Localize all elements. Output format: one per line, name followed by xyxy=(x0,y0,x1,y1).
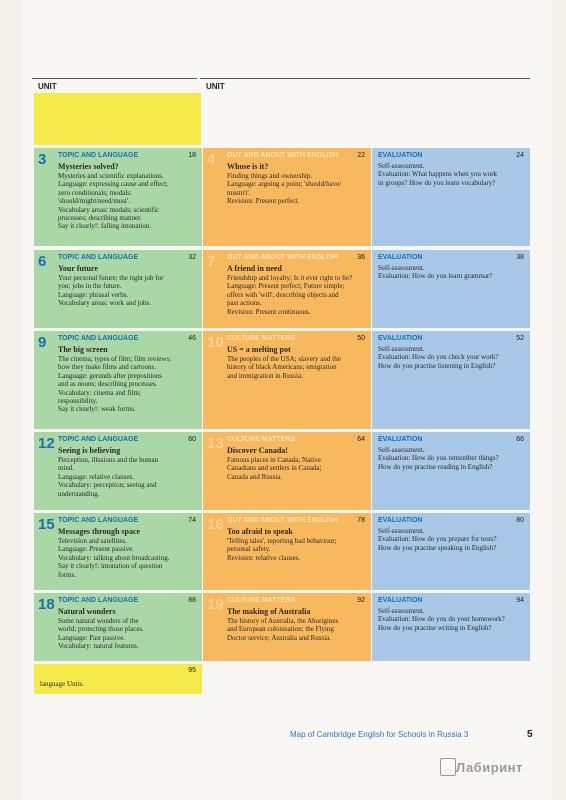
section-body xyxy=(378,264,524,281)
evaluation-cell xyxy=(372,432,530,510)
description-line: and European colonisation; the Flying xyxy=(227,625,334,634)
description-line: Mysteries and scientific explanations. xyxy=(58,172,164,180)
contents-row xyxy=(34,593,530,661)
unit-title: Too afraid to speak xyxy=(227,527,293,536)
description-line: Evaluation: How do you remember things? xyxy=(378,454,499,463)
unit-title: Messages through space xyxy=(58,527,141,536)
section-category: EVALUATION xyxy=(378,335,423,342)
page-number: 22 xyxy=(357,152,365,159)
page-number: 74 xyxy=(188,517,196,524)
description-line: Say it clearly!: falling intonation. xyxy=(58,222,152,231)
section-body xyxy=(58,345,196,414)
page-number: 92 xyxy=(357,597,365,604)
description-line: Friendship and loyalty; Is it ever right to lie? xyxy=(227,274,353,282)
evaluation-cell xyxy=(372,331,530,429)
unit-title: Whose is it? xyxy=(227,162,269,171)
footer-page-number: 5 xyxy=(527,729,533,740)
section-category: TOPIC AND LANGUAGE xyxy=(58,254,139,261)
description-line: processes; describing manner. xyxy=(58,214,142,223)
description-line: history of black Americans; emigration xyxy=(227,363,337,372)
contents-row xyxy=(34,250,530,328)
page-number: 36 xyxy=(357,254,365,261)
description-line: Vocabulary areas: modals; scientific xyxy=(58,205,160,214)
description-line: and immigration in Russia. xyxy=(227,371,303,380)
page-number: 88 xyxy=(188,597,196,604)
page-number: 64 xyxy=(357,436,365,443)
description-line: 'Telling tales', reporting bad behaviour; xyxy=(227,537,337,545)
description-line: Vocabulary areas: work and jobs. xyxy=(58,299,151,308)
unit-header-right: UNIT xyxy=(200,78,530,92)
description-line: past actions. xyxy=(227,299,262,308)
description-line: and as nouns; describing processes. xyxy=(58,380,158,389)
labirint-logo-icon xyxy=(440,758,456,776)
description-line: Revision: Present perfect. xyxy=(227,197,300,206)
section-category: TOPIC AND LANGUAGE xyxy=(58,335,139,342)
unit-number: 13 xyxy=(207,435,224,452)
unit-header-left: UNIT xyxy=(32,78,197,92)
evaluation-cell xyxy=(372,513,530,590)
description-line: Doctor service; Australia and Russia. xyxy=(227,633,332,642)
section-category: EVALUATION xyxy=(378,517,423,524)
description-line: understanding. xyxy=(58,489,100,498)
contents-row xyxy=(34,148,530,246)
section-body xyxy=(227,264,365,316)
unit-number: 7 xyxy=(207,253,216,270)
description-line: How do you practise reading in English? xyxy=(378,462,493,471)
description-line: Say it clearly!: intonation of question xyxy=(58,562,163,571)
section-category: EVALUATION xyxy=(378,152,423,159)
section-body xyxy=(58,607,196,651)
description-line: Some natural wonders of the xyxy=(58,617,139,625)
topic-cell xyxy=(34,432,202,510)
evaluation-cell xyxy=(372,250,530,328)
contents-row xyxy=(34,513,530,590)
section-category: TOPIC AND LANGUAGE xyxy=(58,436,139,443)
section-category: EVALUATION xyxy=(378,254,423,261)
description-line: you; jobs in the future. xyxy=(58,282,122,291)
bleed-through-fade xyxy=(205,664,375,694)
description-line: Self-assessment. xyxy=(378,527,425,535)
page-number: 50 xyxy=(357,335,365,342)
culture-cell xyxy=(203,513,371,590)
section-body xyxy=(378,527,524,552)
description-line: Language: Past passive. xyxy=(58,633,126,642)
culture-cell xyxy=(203,331,371,429)
section-category: CULTURE MATTERS xyxy=(227,597,296,604)
description-line: world; protecting those places. xyxy=(58,625,144,634)
description-line: The history of Australia, the Aborigines xyxy=(227,617,339,625)
description-line: Say it clearly!: weak forms. xyxy=(58,405,136,414)
section-body xyxy=(378,607,524,632)
description-line: Self-assessment. xyxy=(378,264,425,272)
section-body xyxy=(227,527,365,562)
section-category: EVALUATION xyxy=(378,436,423,443)
description-line: Vocabulary: natural features. xyxy=(58,642,139,651)
description-line: Canada and Russia. xyxy=(227,472,283,481)
description-line: Perception, illusions and the human xyxy=(58,456,159,464)
description-line: Television and satellites. xyxy=(58,537,127,545)
description-line: The cinema; types of film; film reviews; xyxy=(58,355,172,363)
description-line: Evaluation: What happens when you work xyxy=(378,170,498,179)
description-line: zero conditionals; modals: xyxy=(58,188,132,197)
culture-cell xyxy=(203,148,371,246)
description-line: Language: arguing a point; 'should/have/ xyxy=(227,180,342,189)
contents-row xyxy=(34,331,530,429)
unit-title: The making of Australia xyxy=(227,607,311,616)
unit-title: Discover Canada! xyxy=(227,446,288,455)
culture-cell xyxy=(203,593,371,661)
bottom-yellow-block xyxy=(34,664,202,694)
section-category: CULTURE MATTERS xyxy=(227,436,296,443)
description-line: Language: expressing cause and effect; xyxy=(58,180,168,189)
description-line: Revision: Present continuous. xyxy=(227,307,311,316)
page-number: 38 xyxy=(516,254,524,261)
page-number: 32 xyxy=(188,254,196,261)
page-number: 46 xyxy=(188,335,196,342)
description-line: Evaluation: How do you check your work? xyxy=(378,353,499,362)
unit-number: 12 xyxy=(38,435,55,452)
culture-cell xyxy=(203,432,371,510)
description-line: mustn't'. xyxy=(227,188,251,197)
page-number: 24 xyxy=(516,152,524,159)
section-body xyxy=(227,162,365,206)
page-number: 80 xyxy=(516,517,524,524)
topic-cell xyxy=(34,250,202,328)
section-category: TOPIC AND LANGUAGE xyxy=(58,517,139,524)
unit-title: The big screen xyxy=(58,345,108,354)
description-line: The peoples of the USA; slavery and the xyxy=(227,355,341,363)
description-line: Self-assessment. xyxy=(378,162,425,170)
unit-number: 9 xyxy=(38,334,47,351)
description-line: How do you practise speaking in English? xyxy=(378,543,497,552)
description-line: Vocabulary: talking about broadcasting. xyxy=(58,553,170,562)
bleed-through-text xyxy=(160,14,520,84)
description-line: Revision: relative clauses. xyxy=(227,553,301,562)
topic-cell xyxy=(34,331,202,429)
unit-number: 10 xyxy=(207,334,224,351)
page-number: 60 xyxy=(188,436,196,443)
bottom-text: language Units. xyxy=(40,680,84,688)
description-line: Language: phrasal verbs. xyxy=(58,290,129,299)
description-line: Finding things and ownership. xyxy=(227,172,313,180)
section-body xyxy=(58,264,196,308)
description-line: in groups? How do you learn vocabulary? xyxy=(378,178,496,187)
unit-number: 4 xyxy=(207,151,216,168)
unit-title: A friend in need xyxy=(227,264,282,273)
unit-number: 15 xyxy=(38,516,55,533)
section-body xyxy=(378,446,524,471)
watermark: Лабиринт xyxy=(456,760,523,775)
description-line: Language: Present passive. xyxy=(58,545,135,554)
unit-number: 16 xyxy=(207,516,224,533)
section-body xyxy=(378,162,524,187)
section-category: CULTURE MATTERS xyxy=(227,335,296,342)
description-line: 'should/might/need/must'. xyxy=(58,197,130,206)
page-number: 94 xyxy=(516,597,524,604)
footer-title: Map of Cambridge English for Schools in Russia 3 xyxy=(290,730,469,739)
page-number: 18 xyxy=(188,152,196,159)
unit-title: Your future xyxy=(58,264,98,273)
description-line: Famous places in Canada; Native xyxy=(227,456,321,464)
unit-title: Seeing is believing xyxy=(58,446,121,455)
topic-cell xyxy=(34,513,202,590)
section-body xyxy=(378,345,524,370)
description-line: Language: gerunds after prepositions xyxy=(58,371,162,380)
unit-number: 19 xyxy=(207,596,224,613)
culture-cell xyxy=(203,250,371,328)
description-line: Language: relative clauses. xyxy=(58,472,134,481)
section-body xyxy=(58,527,196,579)
top-yellow-block xyxy=(34,93,201,145)
section-category: TOPIC AND LANGUAGE xyxy=(58,152,139,159)
page-number: 95 xyxy=(188,667,196,674)
description-line: responsibility. xyxy=(58,397,98,406)
unit-title: Natural wonders xyxy=(58,607,116,616)
section-body xyxy=(58,446,196,498)
topic-cell xyxy=(34,593,202,661)
description-line: mind. xyxy=(58,464,75,473)
unit-number: 18 xyxy=(38,596,55,613)
description-line: forms. xyxy=(58,570,77,579)
description-line: Evaluation: How do you prepare for tests? xyxy=(378,535,497,544)
description-line: Your personal future; the right job for xyxy=(58,274,164,282)
unit-title: US = a melting pot xyxy=(227,345,291,354)
section-category: OUT AND ABOUT WITH ENGLISH xyxy=(227,517,339,524)
description-line: how they make films and cartoons. xyxy=(58,363,156,372)
description-line: Self-assessment. xyxy=(378,607,425,615)
description-line: Evaluation: How do you do your homework? xyxy=(378,615,505,624)
unit-number: 6 xyxy=(38,253,47,270)
page-number: 52 xyxy=(516,335,524,342)
section-category: EVALUATION xyxy=(378,597,423,604)
unit-title: Mysteries solved? xyxy=(58,162,119,171)
description-line: Vocabulary: cinema and film; xyxy=(58,388,141,397)
description-line: Canadians and settlers in Canada; xyxy=(227,464,322,473)
topic-cell xyxy=(34,148,202,246)
section-category: TOPIC AND LANGUAGE xyxy=(58,597,139,604)
description-line: Language: Present perfect; Future simple; xyxy=(227,282,345,291)
description-line: Vocabulary: perception; seeing and xyxy=(58,481,157,490)
description-line: How do you practise listening in English? xyxy=(378,361,496,370)
description-line: offers with 'will', describing objects and xyxy=(227,290,339,299)
section-category: OUT AND ABOUT WITH ENGLISH xyxy=(227,152,339,159)
section-body xyxy=(58,162,196,231)
unit-number: 3 xyxy=(38,151,47,168)
description-line: Self-assessment. xyxy=(378,345,425,353)
evaluation-cell xyxy=(372,593,530,661)
page-number: 66 xyxy=(516,436,524,443)
description-line: How do you practise writing in English? xyxy=(378,623,492,632)
section-body xyxy=(227,607,365,642)
evaluation-cell xyxy=(372,148,530,246)
page-number: 78 xyxy=(357,517,365,524)
description-line: Evaluation: How do you learn grammar? xyxy=(378,272,493,281)
description-line: Self-assessment. xyxy=(378,446,425,454)
section-body xyxy=(227,446,365,481)
section-category: OUT AND ABOUT WITH ENGLISH xyxy=(227,254,339,261)
section-body xyxy=(227,345,365,380)
contents-row xyxy=(34,432,530,510)
description-line: personal safety. xyxy=(227,545,271,554)
